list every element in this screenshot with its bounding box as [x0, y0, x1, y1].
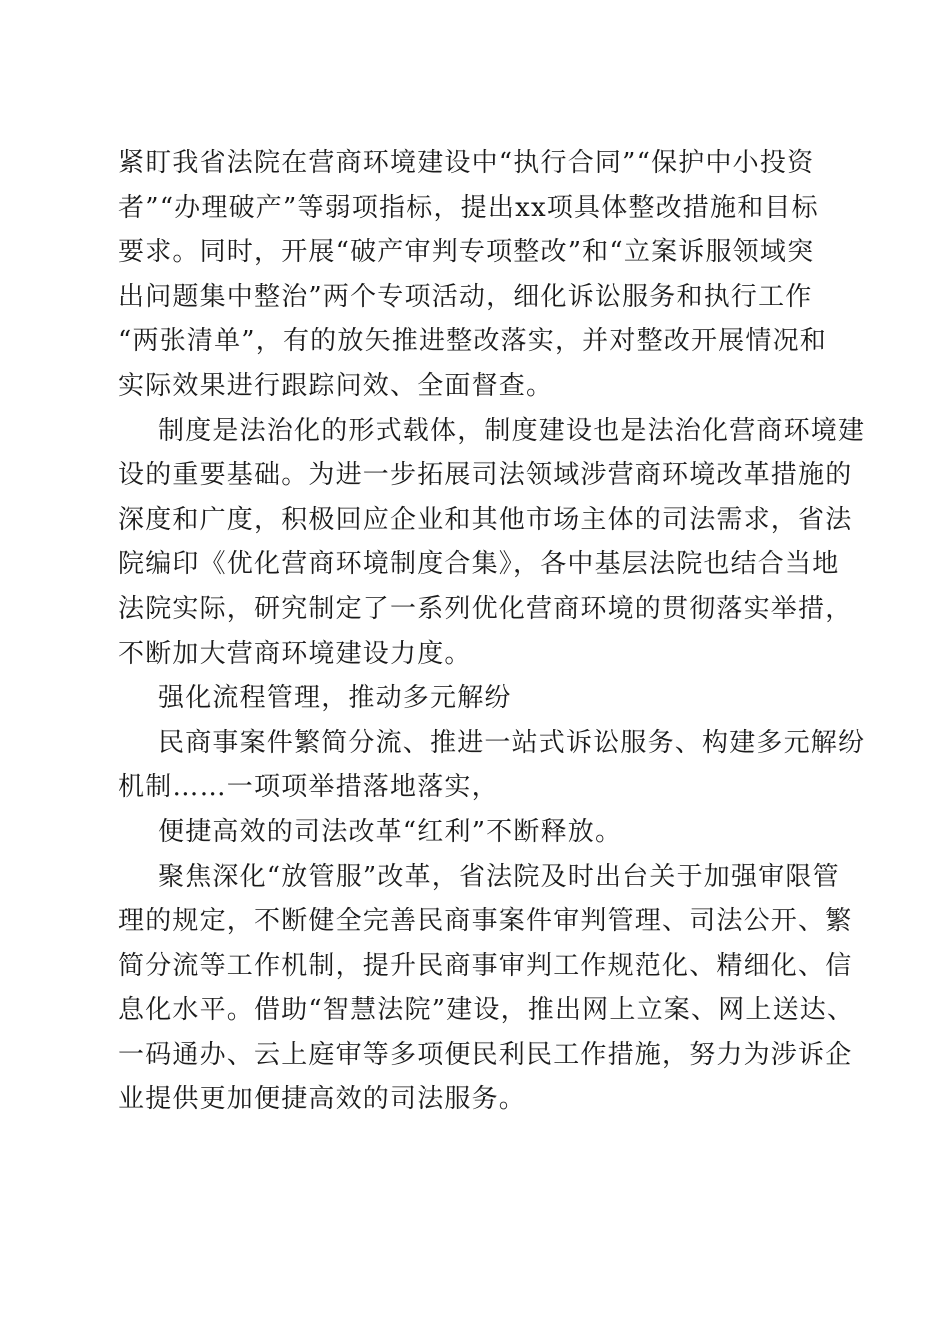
- text-line: 简分流等工作机制，提升民商事审判工作规范化、精细化、信: [118, 950, 853, 981]
- text-line: 机制……一项项举措落地落实，: [118, 772, 499, 803]
- text-line: 院编印《优化营商环境制度合集》，各中基层法院也结合当地: [118, 549, 840, 580]
- text-line: 法院实际，研究制定了一系列优化营商环境的贯彻落实举措，: [118, 593, 853, 624]
- text-line: 深度和广度，积极回应企业和其他市场主体的司法需求，省法: [118, 504, 853, 535]
- text-line: 一码通办、云上庭审等多项便民利民工作措施，努力为涉诉企: [118, 1039, 853, 1070]
- text-line: 者”“办理破产”等弱项指标，提出xx项具体整改措施和目标: [118, 192, 819, 223]
- document-body: [118, 141, 866, 1122]
- text-line: 不断加大营商环境建设力度。: [118, 638, 472, 669]
- text-line: 出问题集中整治”两个专项活动，细化诉讼服务和执行工作: [118, 281, 813, 312]
- text-line: “两张清单”，有的放矢推进整改落实，并对整改开展情况和: [118, 326, 827, 357]
- section-heading: 强化流程管理，推动多元解纷: [158, 683, 512, 714]
- text-line: 聚焦深化“放管服”改革，省法院及时出台关于加强审限管: [158, 861, 840, 892]
- text-line: 紧盯我省法院在营商环境建设中“执行合同”“保护中小投资: [118, 148, 815, 178]
- text-line: 理的规定，不断健全完善民商事案件审判管理、司法公开、繁: [118, 906, 853, 937]
- text-line: 民商事案件繁简分流、推进一站式诉讼服务、构建多元解纷: [158, 727, 866, 758]
- text-line: 业提供更加便捷高效的司法服务。: [118, 1084, 527, 1115]
- text-line: 设的重要基础。为进一步拓展司法领域涉营商环境改革措施的: [118, 460, 853, 491]
- text-line: 实际效果进行跟踪问效、全面督查。: [118, 370, 554, 401]
- text-line: 制度是法治化的形式载体，制度建设也是法治化营商环境建: [158, 415, 866, 446]
- text-line: 要求。同时，开展“破产审判专项整改”和“立案诉服领域突: [118, 237, 815, 268]
- text-line: 便捷高效的司法改革“红利”不断释放。: [158, 816, 623, 847]
- text-line: 息化水平。借助“智慧法院”建设，推出网上立案、网上送达、: [118, 995, 855, 1026]
